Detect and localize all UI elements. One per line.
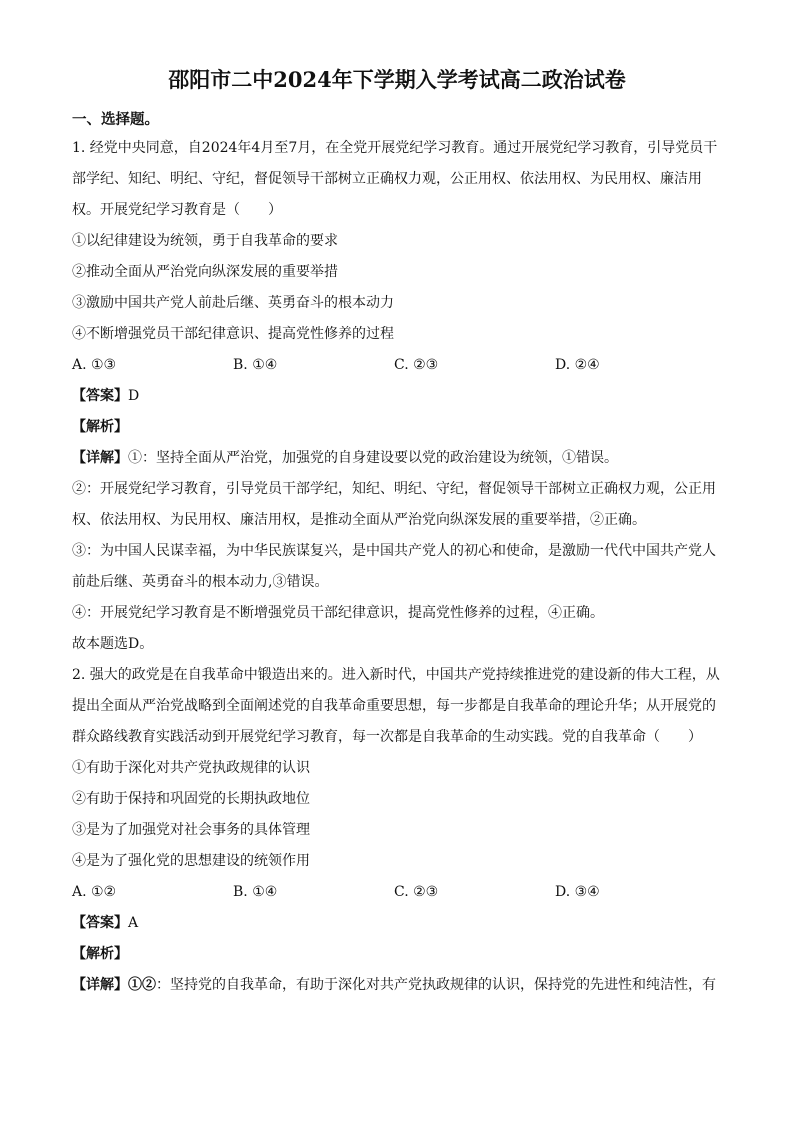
q2-stem: 2. 强大的政党是在自我革命中锻造出来的。进入新时代，中国共产党持续推进党的建设新的伟大工程，从提出全面从严治党战略到全面阐述党的自我革命重要思想，每一步都是自我革命的理论升华；从开展党的群众路线教育实践活动到开展党纪学习教育，每一次都是自我革命的生动实践。党的自我革命（ ） <box>72 667 720 745</box>
q1-detail-1 <box>72 443 724 474</box>
q1-item-4: ④不断增强党员干部纪律意识、提高党性修养的过程 <box>72 326 394 342</box>
q2-option-b: B. ①④ <box>233 884 278 900</box>
q1-item-1: ①以纪律建设为统领，勇于自我革命的要求 <box>72 233 338 249</box>
q2-item-3: ③是为了加强党对社会事务的具体管理 <box>72 822 310 838</box>
q2-item-1: ①有助于深化对共产党执政规律的认识 <box>72 760 310 776</box>
exam-content <box>72 133 724 1001</box>
q2-detail-mark: ①② <box>128 977 156 993</box>
q1-option-d: D. ②④ <box>555 357 600 373</box>
q1-detail-2: ②：开展党纪学习教育，引导党员干部学纪，知纪、明纪、守纪，督促领导干部树立正确权力观，公正用权、依法用权、为民用权、廉洁用权，是推动全面从严治党向纵深发展的重要举措，②正确。 <box>72 481 716 528</box>
q2-option-c: C. ②③ <box>394 884 439 900</box>
q1-stem: 1. 经党中央同意，自2024年4月至7月，在全党开展党纪学习教育。通过开展党纪学习教育，引导党员干部学纪、知纪、明纪、守纪，督促领导干部树立正确权力观，公正用权、依法用权、为民用权、廉洁用权。开展党纪学习教育是（ ） <box>72 140 718 218</box>
q2-detail-1 <box>72 970 724 1001</box>
q1-answer-tag: 【答案】 <box>72 388 128 404</box>
q2-detail-1-text: ：坚持党的自我革命，有助于深化对共产党执政规律的认识，保持党的先进性和纯洁性，有 <box>156 977 716 993</box>
q1-detail-4: ④：开展党纪学习教育是不断增强党员干部纪律意识，提高党性修养的过程，④正确。 <box>72 605 604 621</box>
q2-answer: A <box>128 915 139 931</box>
q2-analysis-line <box>72 939 724 970</box>
q1-analysis-line <box>72 412 724 443</box>
q1-item-3: ③激励中国共产党人前赴后继、英勇奋斗的根本动力 <box>72 295 394 311</box>
q1-option-a: A. ①③ <box>72 357 117 373</box>
q1-detail-3: ③：为中国人民谋幸福，为中华民族谋复兴，是中国共产党人的初心和使命，是激励一代代中国共产党人前赴后继、英勇奋斗的根本动力,③错误。 <box>72 543 716 590</box>
q1-options <box>72 350 724 381</box>
q1-item-2: ②推动全面从严治党向纵深发展的重要举措 <box>72 264 338 280</box>
q2-option-d: D. ③④ <box>555 884 600 900</box>
q2-answer-line <box>72 908 724 939</box>
q2-answer-tag: 【答案】 <box>72 915 128 931</box>
q2-item-4: ④是为了强化党的思想建设的统领作用 <box>72 853 310 869</box>
q2-option-a: A. ①② <box>72 884 117 900</box>
q1-detail-tag: 【详解】 <box>72 450 128 466</box>
section-heading: 一、选择题。 <box>72 111 159 128</box>
q2-detail-tag: 【详解】 <box>72 977 128 993</box>
q1-analysis-tag: 【解析】 <box>72 419 128 435</box>
q1-answer-line <box>72 381 724 412</box>
q1-answer: D <box>128 388 140 404</box>
q1-option-b: B. ①④ <box>233 357 278 373</box>
q1-option-c: C. ②③ <box>394 357 439 373</box>
q2-analysis-tag: 【解析】 <box>72 946 128 962</box>
q2-options <box>72 877 724 908</box>
exam-title: 邵阳市二中2024年下学期入学考试高二政治试卷 <box>168 67 626 92</box>
q1-conclusion: 故本题选D。 <box>72 636 154 652</box>
q1-detail-1-text: ①：坚持全面从严治党，加强党的自身建设要以党的政治建设为统领，①错误。 <box>128 450 618 466</box>
q2-item-2: ②有助于保持和巩固党的长期执政地位 <box>72 791 310 807</box>
